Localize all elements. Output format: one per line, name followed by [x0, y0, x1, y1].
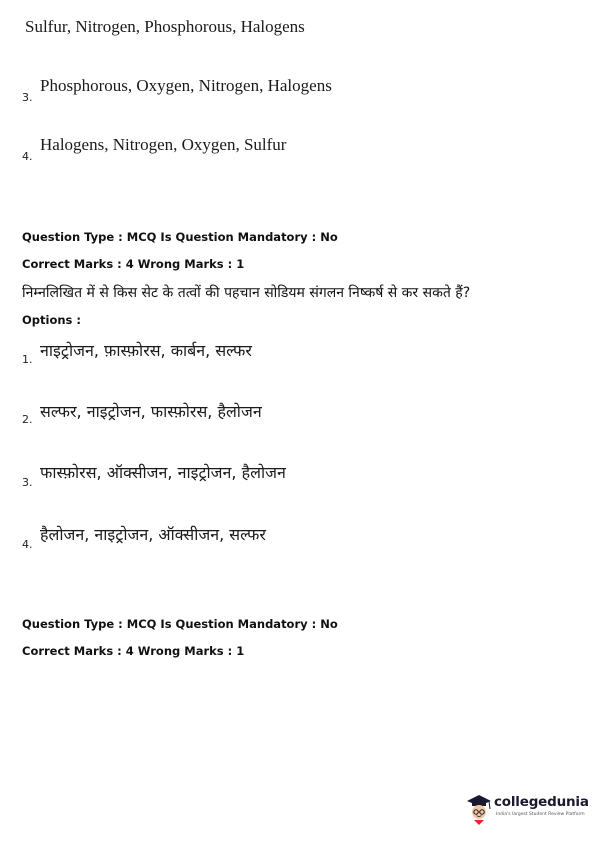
option-text: Halogens, Nitrogen, Oxygen, Sulfur — [40, 135, 287, 154]
option-number: 4. — [22, 150, 33, 163]
question-text: निम्नलिखित में से किस सेट के तत्वों की पहचान सोडियम संगलन निष्कर्ष से कर सकते हैं? — [22, 285, 471, 301]
marks-line: Correct Marks : 4 Wrong Marks : 1 — [22, 644, 245, 658]
option-text: हैलोजन, नाइट्रोजन, ऑक्सीजन, सल्फर — [40, 525, 266, 544]
option-number: 1. — [22, 353, 33, 366]
question-type-line: Question Type : MCQ Is Question Mandatory : No — [22, 617, 338, 631]
logo-name: collegedunia — [494, 794, 589, 810]
option-text: फास्फ़ोरस, ऑक्सीजन, नाइट्रोजन, हैलोजन — [40, 463, 286, 482]
option-text: Sulfur, Nitrogen, Phosphorous, Halogens — [25, 17, 305, 36]
option-number: 3. — [22, 476, 33, 489]
option-number: 2. — [22, 413, 33, 426]
marks-line: Correct Marks : 4 Wrong Marks : 1 — [22, 257, 245, 271]
options-label: Options : — [22, 313, 81, 327]
option-number: 3. — [22, 91, 33, 104]
question-type-line: Question Type : MCQ Is Question Mandatory : No — [22, 230, 338, 244]
student-mascot-icon — [464, 792, 494, 826]
option-number: 4. — [22, 538, 33, 551]
option-text: नाइट्रोजन, फ़ास्फ़ोरस, कार्बन, सल्फर — [40, 341, 252, 360]
logo-tagline: India's largest Student Review Platform — [496, 812, 585, 817]
option-text: सल्फर, नाइट्रोजन, फास्फ़ोरस, हैलोजन — [40, 402, 262, 421]
collegedunia-logo — [464, 792, 592, 826]
option-text: Phosphorous, Oxygen, Nitrogen, Halogens — [40, 76, 332, 95]
